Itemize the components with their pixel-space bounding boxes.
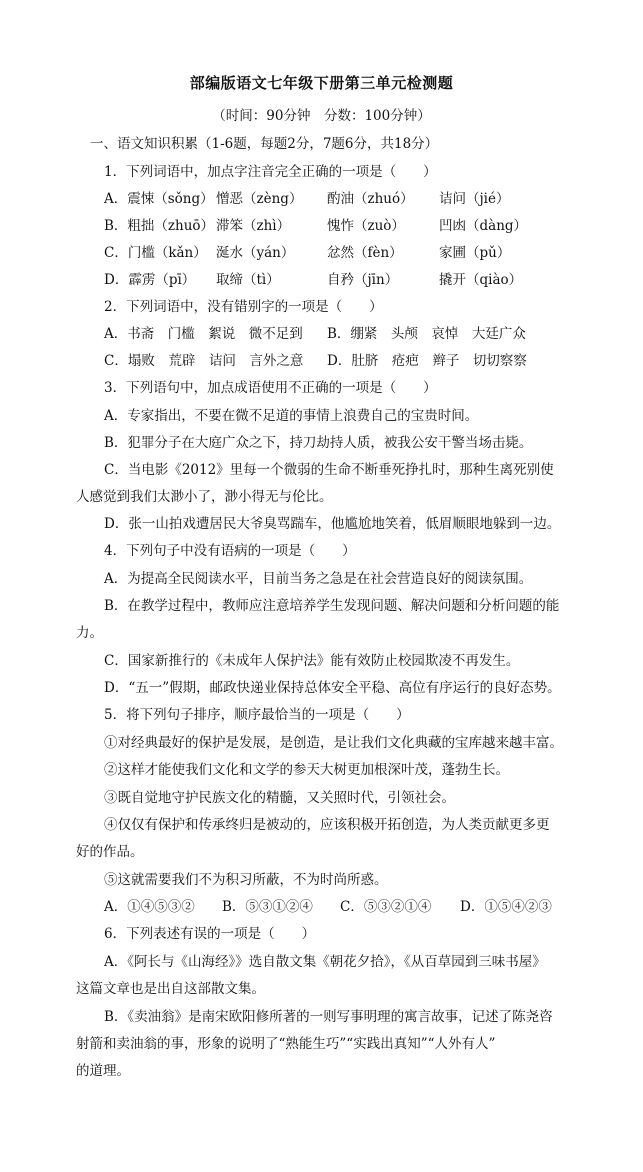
q5-sentence-3: ③既自觉地守护民族文化的精髓，又关照时代，引领社会。 [104, 790, 455, 806]
q5-sentence-4: ④仅仅有保护和传承终归是被动的，应该积极开拓创造，为人类贡献更多更 [104, 817, 550, 833]
q3-option-c-cont: 人感觉到我们太渺小了，渺小得无与伦比。 [76, 489, 333, 505]
q2-option-a: A．书斋 门槛 絮说 微不足到 [104, 326, 303, 342]
q1-option-c: C．门槛（kǎn） [104, 245, 207, 261]
q5-sentence-4-cont: 好的作品。 [76, 844, 144, 860]
q5-option-b: B．⑤③①②④ [222, 899, 313, 915]
question-3-stem: 3．下列语句中，加点成语使用不正确的一项是（ ） [104, 380, 437, 396]
q3-option-a: A．专家指出，不要在微不足道的事情上浪费自己的宝贵时间。 [104, 408, 479, 424]
q2-option-b: B．绷紧 头颅 哀悼 大廷广众 [327, 326, 526, 342]
q1-option-b-word: 愧怍（zuò） [327, 218, 405, 234]
q6-option-a: A．《阿长与《山海经》》选自散文集《朝花夕拾》，《从百草园到三味书屋》 [104, 954, 546, 970]
q1-option-d: D．霹雳（pī） [104, 272, 196, 288]
question-1-stem: 1．下列词语中，加点字注音完全正确的一项是（ ） [104, 164, 437, 180]
q5-option-a: A．①④⑤③② [104, 899, 195, 915]
q4-option-c: C．国家新推行的《未成年人保护法》能有效防止校园欺凌不再发生。 [104, 653, 520, 669]
q1-option-d-word: 撬开（qiào） [439, 272, 523, 288]
q1-option-c-word: 涎水（yán） [216, 245, 295, 261]
question-5-stem: 5．将下列句子排序，顺序最恰当的一项是（ ） [104, 707, 410, 723]
exam-info: （时间：90分钟 分数：100分钟） [212, 108, 431, 124]
q1-option-a-word: 诘问（jié） [439, 191, 510, 207]
q1-option-b-word: 滞笨（zhì） [216, 218, 291, 234]
q4-option-b-cont: 力。 [76, 625, 103, 641]
question-2-stem: 2．下列词语中，没有错别字的一项是（ ） [104, 299, 383, 315]
section-heading: 一、语文知识积累（1-6题，每题2分，7题6分，共18分） [90, 136, 439, 152]
q2-option-d: D．肚脐 疮疤 辫子 切切察察 [327, 353, 527, 369]
q4-option-d: D．“五一”假期，邮政快递业保持总体安全平稳、高位有序运行的良好态势。 [104, 680, 561, 696]
q1-option-a-word: 憎恶（zèng） [216, 191, 303, 207]
q2-option-c: C．塌败 荒辟 诘问 言外之意 [104, 353, 304, 369]
q6-option-b-cont: 的道理。 [76, 1063, 130, 1079]
q4-option-a: A．为提高全民阅读水平，目前当务之急是在社会营造良好的阅读氛围。 [104, 571, 533, 587]
q1-option-b-word: 凹凼（dàng） [439, 218, 528, 234]
q3-option-c: C．当电影《2012》里每一个微弱的生命不断垂死挣扎时，那种生离死别使 [104, 462, 554, 478]
q1-option-d-word: 自矜（jīn） [327, 272, 399, 288]
q3-option-b: B．犯罪分子在大庭广众之下，持刀劫持人质，被我公安干警当场击毙。 [104, 435, 533, 451]
q5-sentence-1: ①对经典最好的保护是发展，是创造，是让我们文化典藏的宝库越来越丰富。 [104, 735, 563, 751]
q1-option-a: A．震悚（sǒng） [104, 191, 214, 207]
q1-option-b: B．粗拙（zhuō） [104, 218, 215, 234]
q1-option-c-word: 忿然（fèn） [327, 245, 403, 261]
q5-sentence-5: ⑤这就需要我们不为积习所蔽，不为时尚所惑。 [104, 872, 388, 888]
q6-option-a-cont: 这篇文章也是出自这部散文集。 [76, 981, 265, 997]
q1-option-a-word: 酌油（zhuó） [327, 191, 414, 207]
page-title: 部编版语文七年级下册第三单元检测题 [189, 74, 454, 92]
q5-option-c: C．⑤③②①④ [340, 899, 432, 915]
q1-option-c-word: 家圃（pǔ） [439, 245, 511, 261]
q1-option-d-word: 取缔（tì） [216, 272, 280, 288]
question-6-stem: 6．下列表述有误的一项是（ ） [104, 926, 316, 942]
q4-option-b: B．在教学过程中，教师应注意培养学生发现问题、解决问题和分析问题的能 [104, 598, 560, 614]
question-4-stem: 4．下列句子中没有语病的一项是（ ） [104, 543, 356, 559]
q6-option-b-cont: 射箭和卖油翁的事，形象的说明了“熟能生巧”“实践出真知”“人外有人” [76, 1036, 496, 1052]
q5-sentence-2: ②这样才能使我们文化和文学的参天大树更加根深叶茂，蓬勃生长。 [104, 762, 509, 778]
q5-option-d: D．①⑤④②③ [460, 899, 552, 915]
q6-option-b: B．《卖油翁》是南宋欧阳修所著的一则写事明理的寓言故事，记述了陈尧咨 [104, 1009, 553, 1025]
q3-option-d: D．张一山拍戏遭居民大爷臭骂踹车，他尴尬地笑着，低眉顺眼地躲到一边。 [104, 516, 561, 532]
